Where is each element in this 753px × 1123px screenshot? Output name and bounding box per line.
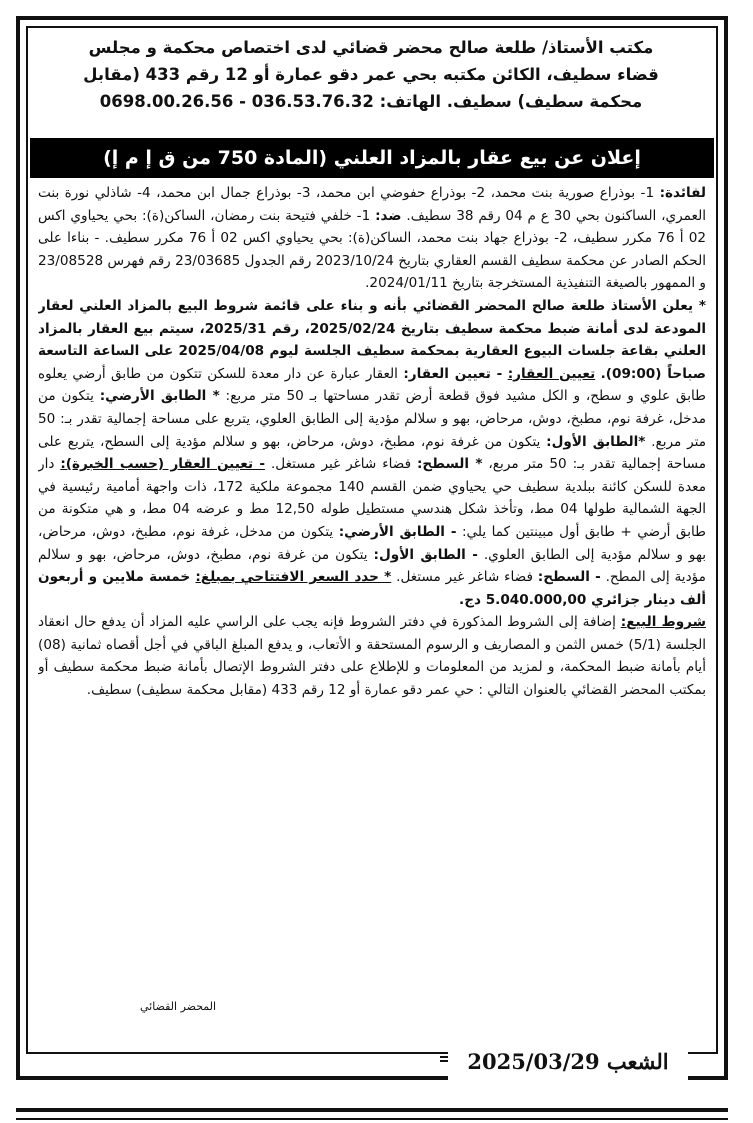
property-text: العقار عبارة عن دار معدة للسكن تتكون من طابق أرضي يعلوه طابق علوي و سطح، و الكل مشيد فوق قطعة أرض تقدر مساحتها بـ 50 متر مربع:: [38, 365, 706, 405]
announcement-body: [38, 182, 706, 992]
conditions-paragraph: [38, 611, 706, 701]
bailiff-signature: المحضر القضائي: [140, 1000, 217, 1013]
first-floor-text: يتكون من غرفة نوم، مطبخ، دوش، مرحاض، بهو و سلالم مؤدية إلى السطح، يتربع على مساحة إجمالية تقدر بـ: 50 متر مربع،: [38, 433, 706, 473]
ground-floor-label: * الطابق الأرضي:: [99, 388, 220, 405]
roof-text: فضاء شاغر غير مستغل.: [270, 456, 417, 473]
conditions-text: إضافة إلى الشروط المذكورة في دفتر الشروط فإنه يجب على الراسي عليه المزاد أن يدفع حال انعقاد الجلسة (5/1) خمس الثمن و المصاريف و الرسوم المستحقة و الأتعاب، و يدفع المبلغ الباقي في أجل أقصاه ثمانية (08) أيام بأمانة ضبط المحكمة، و لمزيد من المعلومات و للإطلاع على دفتر الشروط الإتصال بأمانة ضبط محكمة سطيف أو بمكتب المحضر القضائي بالعنوان التالي : حي عمر دقو عمارة أو 12 رقم 433 (مقابل محكمة سطيف) سطيف.: [38, 614, 706, 699]
sale-announcement: * يعلن الأستاذ طلعة صالح المحضر القضائي بأنه و بناء على قائمة شروط البيع بالمزاد العلني لعقار المودعة لدى أمانة ضبط محكمة سطيف بتاريخ 2025/02/24، رقم 2025/31، سيتم بيع العقار بالمزاد العلني بقاعة جلسات البيوع العقارية بمحكمة سطيف الجلسة ليوم 2025/04/08 على الساعة التاسعة صباحاً (09:00).: [38, 297, 706, 382]
price-label: * حدد السعر الافتتاحي بمبلغ:: [195, 569, 392, 586]
property-label: تعيين العقار:: [507, 365, 596, 382]
header-line-3: محكمة سطيف) سطيف. الهاتف: 036.53.76.32 - 0698.00.26.56: [99, 92, 643, 111]
expert-text: دار معدة للسكن كائنة ببلدية سطيف حي يحياوي ضمن القسم 140 مجموعة ملكية 172، ذات واجهة أمامية رئيسية في الجهة الشمالية طولها 04 مط، وتأخذ شكل هندسي مستطيل طوله 12,50 مط و عرضه 04 مط، و هي متكونة من طابق أرضي + طابق أول مبينتين كما يلي:: [38, 456, 706, 540]
against-label: ضد:: [375, 207, 402, 224]
beneficiary-text: 1- بوذراع صورية بنت محمد، 2- بوذراع حفوضي ابن محمد، 3- بوذراع جمال ابن محمد، 4- شاذلي نورة بنت العمري، الساكنون بحي 30 ع م 04 رقم 38 سطيف.: [38, 185, 706, 224]
newspaper-name: الشعب: [606, 1049, 669, 1074]
publication-date: 2025/03/29: [467, 1049, 600, 1074]
beneficiary-label: لفائدة:: [659, 185, 706, 201]
parties-paragraph: [38, 182, 706, 295]
against-text: 1- خلفي فتيحة بنت رمضان، الساكن(ة): بحي يحياوي اكس 02 أ 76 مكرر سطيف، 2- بوذراع جهاد بنت محمد، الساكن(ة): بحي يحياوي اكس 02 أ 76 مكرر سطيف. - بناءا على الحكم الصادر عن محكمة سطيف القسم العقاري بتاريخ 2023/10/24 رقم الجدول 23/03685 رقم فهرس 23/08528 و الممهور بالصيغة التنفيذية المستخرجة بتاريخ 2024/01/11.: [38, 207, 706, 292]
first-floor-2-label: - الطابق الأول:: [373, 546, 478, 563]
publication-line: [448, 1044, 688, 1080]
roof-2-label: - السطح:: [537, 569, 601, 586]
ground-floor-text: يتكون من مدخل، غرفة نوم، مطبخ، دوش، مرحاض، بهو و سلالم مؤدية إلى الطابق العلوي، يتربع على مساحة إجمالية تقدر بـ: 50 متر مربع.: [38, 388, 706, 450]
office-header: [34, 34, 708, 130]
ground-floor-2-label: - الطابق الأرضي:: [338, 523, 457, 540]
announcement-title: إعلان عن بيع عقار بالمزاد العلني (المادة 750 من ق إ م إ): [30, 138, 714, 178]
expert-label: - تعيين العقار (حسب الخبرة):: [60, 456, 266, 473]
sale-paragraph: [38, 295, 706, 611]
first-floor-2-text: يتكون من غرفة نوم، مطبخ، دوش، مرحاض، بهو و سلالم مؤدية إلى المطح.: [38, 546, 706, 586]
roof-label: * السطح:: [416, 456, 483, 473]
header-line-1: مكتب الأستاذ/ طلعة صالح محضر قضائي لدى اختصاص محكمة و مجلس: [88, 38, 654, 57]
price-text: خمسة ملايين و أربعون ألف دينار جزائري 5.040.000,00 دج.: [38, 569, 706, 608]
property-label-2: - تعيين العقار:: [403, 365, 503, 382]
next-article-border: [16, 1108, 728, 1120]
roof-2-text: فضاء شاغر غير مستغل.: [396, 569, 538, 586]
header-line-2: قضاء سطيف، الكائن مكتبه بحي عمر دقو عمارة أو 12 رقم 433 (مقابل: [83, 65, 659, 84]
first-floor-label: *الطابق الأول:: [546, 433, 646, 450]
ground-floor-2-text: يتكون من مدخل، غرفة نوم، مطبخ، دوش، مرحاض، بهو و سلالم مؤدية إلى الطابق العلوي.: [38, 523, 706, 563]
conditions-label: شروط البيع:: [620, 614, 706, 631]
